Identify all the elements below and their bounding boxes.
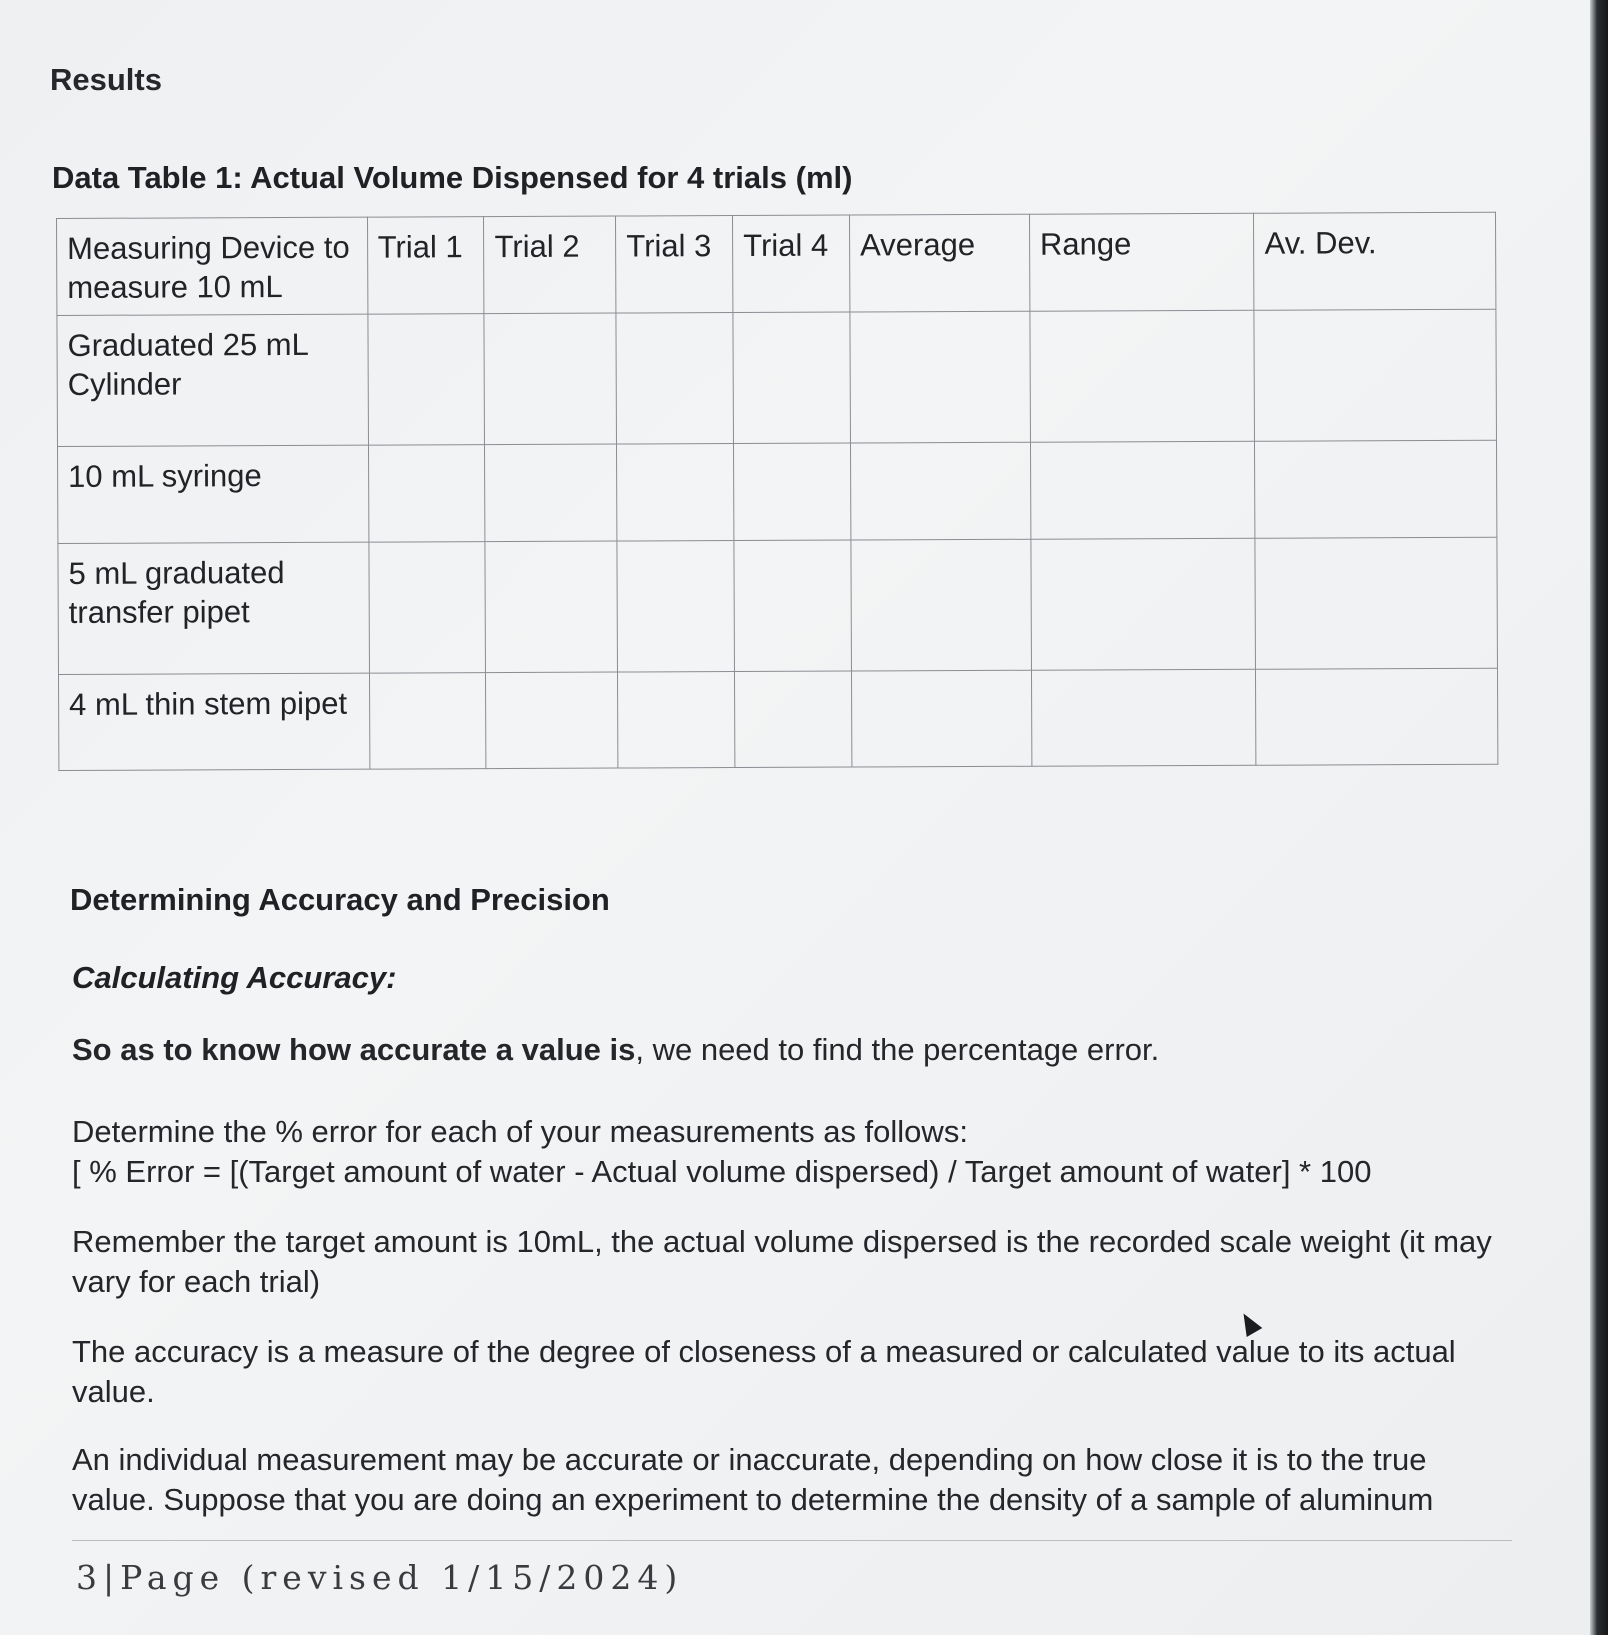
trial-4-cell[interactable] [734, 443, 851, 541]
average-cell[interactable] [850, 442, 1030, 540]
average-cell[interactable] [850, 311, 1030, 443]
header-device: Measuring Device to measure 10 mL [57, 217, 368, 315]
av-dev-cell[interactable] [1255, 537, 1497, 669]
determine-paragraph [72, 1112, 1502, 1192]
av-dev-cell[interactable] [1255, 440, 1497, 538]
individual-measurement-paragraph: An individual measurement may be accurate or inaccurate, depending on how close it is to the true value. Suppose that you are doing an experiment to determine the density of a sample of aluminum [72, 1442, 1434, 1517]
header-average: Average [849, 214, 1029, 312]
intro-paragraph [72, 1030, 1502, 1070]
formula-line: [ % Error = [(Target amount of water - Actual volume dispersed) / Target amount of water] * 100 [72, 1154, 1372, 1189]
table-row [58, 537, 1498, 674]
device-cell: 5 mL graduated transfer pipet [58, 542, 369, 674]
data-table [56, 212, 1498, 771]
header-trial-3: Trial 3 [616, 216, 733, 314]
header-av-dev: Av. Dev. [1254, 212, 1496, 310]
trial-1-cell[interactable] [369, 673, 486, 770]
page-footer: 3|Page (revised 1/15/2024) [76, 1558, 684, 1597]
footer-divider [72, 1540, 1512, 1541]
calculating-accuracy-heading: Calculating Accuracy: [72, 960, 397, 995]
determine-line: Determine the % error for each of your measurements as follows: [72, 1114, 968, 1149]
device-cell: 4 mL thin stem pipet [58, 673, 369, 770]
table-row [58, 668, 1497, 770]
screen-edge [1590, 0, 1608, 1635]
trial-2-cell[interactable] [484, 313, 616, 445]
average-cell[interactable] [851, 539, 1031, 671]
range-cell[interactable] [1030, 310, 1255, 442]
intro-rest-text: , we need to find the percentage error. [635, 1032, 1160, 1067]
av-dev-cell[interactable] [1254, 309, 1496, 441]
table-row [57, 440, 1496, 543]
trial-2-cell[interactable] [485, 541, 617, 673]
intro-bold-text: So as to know how accurate a value is [72, 1032, 636, 1067]
trial-3-cell[interactable] [616, 313, 733, 445]
average-cell[interactable] [851, 670, 1031, 767]
trial-3-cell[interactable] [617, 444, 734, 542]
trial-2-cell[interactable] [486, 672, 618, 769]
accuracy-definition-paragraph: The accuracy is a measure of the degree of closeness of a measured or calculated value to its actual value. [72, 1334, 1456, 1409]
device-cell: Graduated 25 mL Cylinder [57, 314, 368, 446]
table-row [57, 309, 1497, 446]
trial-1-cell[interactable] [367, 314, 484, 446]
header-trial-1: Trial 1 [367, 217, 484, 315]
remember-paragraph: Remember the target amount is 10mL, the actual volume dispersed is the recorded scale weight (it may vary for each trial) [72, 1224, 1492, 1299]
device-cell: 10 mL syringe [57, 445, 368, 543]
header-trial-4: Trial 4 [733, 215, 850, 313]
av-dev-cell[interactable] [1256, 668, 1498, 765]
trial-3-cell[interactable] [617, 541, 734, 673]
accuracy-precision-heading: Determining Accuracy and Precision [70, 882, 610, 917]
trial-3-cell[interactable] [618, 672, 735, 769]
trial-2-cell[interactable] [485, 444, 617, 542]
header-range: Range [1029, 213, 1254, 311]
table-header-row [57, 212, 1496, 315]
table-caption: Data Table 1: Actual Volume Dispensed for 4 trials (ml) [52, 160, 853, 195]
range-cell[interactable] [1031, 669, 1256, 766]
trial-4-cell[interactable] [733, 312, 850, 444]
trial-1-cell[interactable] [368, 445, 485, 543]
header-trial-2: Trial 2 [484, 216, 616, 314]
trial-1-cell[interactable] [368, 542, 485, 674]
section-title: Results [50, 62, 162, 97]
range-cell[interactable] [1030, 441, 1255, 539]
trial-4-cell[interactable] [735, 671, 852, 768]
range-cell[interactable] [1031, 538, 1256, 670]
trial-4-cell[interactable] [734, 540, 851, 672]
